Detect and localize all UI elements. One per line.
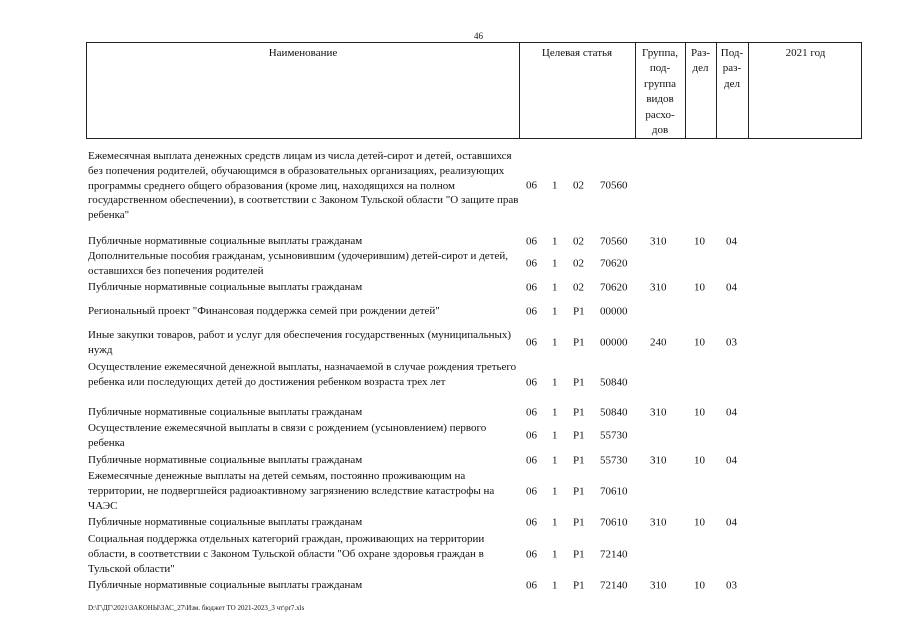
row-code-2: 1 bbox=[552, 257, 558, 270]
row-code-3: 02 bbox=[573, 179, 584, 192]
header-target: Целевая статья bbox=[541, 47, 613, 59]
table-header bbox=[86, 42, 862, 139]
row-name: Ежемесячная выплата денежных средств лицам из числа детей-сирот и детей, оставшихся без попечения родителей, обучающимся в образовательных организациях, реализующих программы среднего общего образования (кроме лиц, находящихся на полном государственном обеспечении), в соответствии с Законом Тульской области "О защите прав ребенка" bbox=[88, 150, 519, 222]
row-name: Региональный проект "Финансовая поддержка семей при рождении детей" bbox=[88, 305, 440, 317]
row-code-4: 50840 bbox=[600, 406, 628, 419]
row-group: 310 bbox=[650, 454, 667, 467]
row-code-4: 55730 bbox=[600, 454, 628, 467]
row-code-1: 06 bbox=[526, 305, 537, 318]
row-code-1: 06 bbox=[526, 235, 537, 248]
row-subsection: 04 bbox=[726, 235, 737, 248]
row-group: 310 bbox=[650, 281, 667, 294]
row-code-2: 1 bbox=[552, 516, 558, 529]
row-section: 10 bbox=[694, 336, 705, 349]
header-group: Группа, под- группа видов расхо- дов bbox=[642, 47, 678, 137]
row-section: 10 bbox=[694, 281, 705, 294]
row-code-4: 50840 bbox=[600, 376, 628, 389]
row-group: 310 bbox=[650, 235, 667, 248]
row-code-2: 1 bbox=[552, 305, 558, 318]
row-code-4: 70610 bbox=[600, 516, 628, 529]
row-subsection: 04 bbox=[726, 406, 737, 419]
row-group: 310 bbox=[650, 516, 667, 529]
row-code-1: 06 bbox=[526, 429, 537, 442]
row-code-4: 72140 bbox=[600, 548, 628, 561]
row-code-1: 06 bbox=[526, 579, 537, 592]
row-code-1: 06 bbox=[526, 179, 537, 192]
header-section: Раз- дел bbox=[690, 47, 710, 75]
row-name: Осуществление ежемесячной денежной выплаты, назначаемой в случае рождения третьего ребенка или последующих детей до достижения ребенком возраста трех лет bbox=[88, 361, 517, 388]
row-code-3: P1 bbox=[573, 485, 585, 498]
row-code-2: 1 bbox=[552, 281, 558, 294]
row-code-1: 06 bbox=[526, 485, 537, 498]
row-code-3: P1 bbox=[573, 336, 585, 349]
row-name: Публичные нормативные социальные выплаты гражданам bbox=[88, 454, 363, 466]
row-code-3: P1 bbox=[573, 406, 585, 419]
row-code-4: 70560 bbox=[600, 235, 628, 248]
row-code-2: 1 bbox=[552, 406, 558, 419]
header-name: Наименование bbox=[268, 47, 338, 59]
row-code-1: 06 bbox=[526, 516, 537, 529]
row-name: Публичные нормативные социальные выплаты гражданам bbox=[88, 281, 363, 293]
row-name: Дополнительные пособия гражданам, усыновившим (удочерившим) детей-сирот и детей, оставшихся без попечения родителей bbox=[88, 250, 509, 277]
row-code-2: 1 bbox=[552, 548, 558, 561]
row-code-2: 1 bbox=[552, 336, 558, 349]
row-code-3: P1 bbox=[573, 376, 585, 389]
row-name: Публичные нормативные социальные выплаты гражданам bbox=[88, 406, 363, 418]
row-code-3: 02 bbox=[573, 235, 584, 248]
row-section: 10 bbox=[694, 235, 705, 248]
row-code-4: 72140 bbox=[600, 579, 628, 592]
row-section: 10 bbox=[694, 579, 705, 592]
row-code-4: 00000 bbox=[600, 336, 628, 349]
file-path-footer: D:\Г\ДГ\2021\ЗАКОНЫ\ЗАС_27\Изм. бюджет ТО 2021-2023_3 чт\pr7.xls bbox=[88, 604, 305, 612]
row-group: 310 bbox=[650, 406, 667, 419]
row-code-3: 02 bbox=[573, 257, 584, 270]
row-code-4: 00000 bbox=[600, 305, 628, 318]
row-code-2: 1 bbox=[552, 579, 558, 592]
row-code-2: 1 bbox=[552, 454, 558, 467]
row-code-3: P1 bbox=[573, 305, 585, 318]
row-code-1: 06 bbox=[526, 406, 537, 419]
row-subsection: 04 bbox=[726, 516, 737, 529]
row-code-1: 06 bbox=[526, 548, 537, 561]
header-year: 2021 год bbox=[785, 47, 826, 59]
row-subsection: 04 bbox=[726, 454, 737, 467]
row-code-3: P1 bbox=[573, 516, 585, 529]
page-number: 46 bbox=[474, 31, 483, 41]
row-name: Ежемесячные денежные выплаты на детей семьям, постоянно проживающим на территории, не подвергшейся радиоактивному загрязнению вследствие катастрофы на ЧАЭС bbox=[88, 470, 495, 512]
row-subsection: 03 bbox=[726, 336, 737, 349]
row-name: Публичные нормативные социальные выплаты гражданам bbox=[88, 516, 363, 528]
row-code-2: 1 bbox=[552, 179, 558, 192]
row-name: Публичные нормативные социальные выплаты гражданам bbox=[88, 235, 363, 247]
row-code-3: P1 bbox=[573, 579, 585, 592]
row-section: 10 bbox=[694, 516, 705, 529]
row-name: Иные закупки товаров, работ и услуг для обеспечения государственных (муниципальных) нужд bbox=[88, 329, 512, 356]
row-name: Социальная поддержка отдельных категорий граждан, проживающих на территории области, в соответствии с Законом Тульской области "Об охране здоровья граждан в Тульской области" bbox=[88, 533, 485, 575]
row-code-4: 70620 bbox=[600, 281, 628, 294]
row-code-3: P1 bbox=[573, 429, 585, 442]
row-name: Осуществление ежемесячной выплаты в связи с рождением (усыновлением) первого ребенка bbox=[88, 422, 487, 449]
row-subsection: 03 bbox=[726, 579, 737, 592]
row-code-2: 1 bbox=[552, 485, 558, 498]
row-code-1: 06 bbox=[526, 257, 537, 270]
row-code-2: 1 bbox=[552, 376, 558, 389]
row-name: Публичные нормативные социальные выплаты гражданам bbox=[88, 579, 363, 591]
row-code-4: 55730 bbox=[600, 429, 628, 442]
row-code-2: 1 bbox=[552, 429, 558, 442]
row-code-1: 06 bbox=[526, 454, 537, 467]
row-code-3: P1 bbox=[573, 548, 585, 561]
row-section: 10 bbox=[694, 454, 705, 467]
row-section: 10 bbox=[694, 406, 705, 419]
row-code-4: 70560 bbox=[600, 179, 628, 192]
row-code-1: 06 bbox=[526, 281, 537, 294]
row-code-4: 70610 bbox=[600, 485, 628, 498]
header-subsection: Под- раз- дел bbox=[720, 47, 744, 90]
row-group: 310 bbox=[650, 579, 667, 592]
row-group: 240 bbox=[650, 336, 667, 349]
row-code-3: P1 bbox=[573, 454, 585, 467]
row-code-2: 1 bbox=[552, 235, 558, 248]
row-code-4: 70620 bbox=[600, 257, 628, 270]
row-code-3: 02 bbox=[573, 281, 584, 294]
row-code-1: 06 bbox=[526, 336, 537, 349]
row-subsection: 04 bbox=[726, 281, 737, 294]
row-code-1: 06 bbox=[526, 376, 537, 389]
